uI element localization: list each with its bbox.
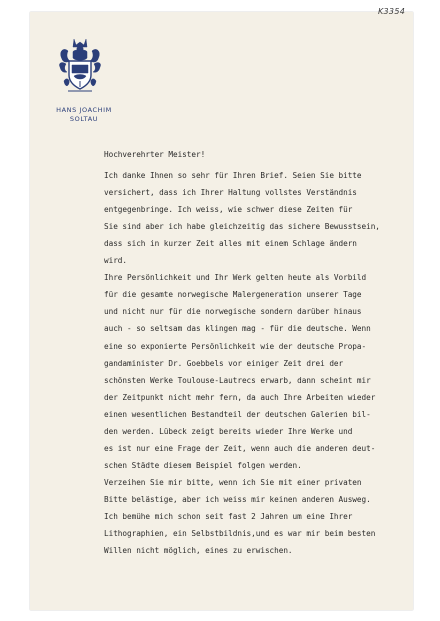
- letter-line: entgegenbringe. Ich weiss, wie schwer diese Zeiten für: [104, 205, 353, 215]
- letter-line: Ich bemühe mich schon seit fast 2 Jahren um eine Ihrer: [104, 511, 353, 521]
- letter-line: eine so exponierte Persönlichkeit wie der deutsche Propa-: [104, 341, 367, 351]
- letter-line: es ist nur eine Frage der Zeit, wenn auch die anderen deut-: [104, 443, 376, 453]
- letter-line: gandaminister Dr. Goebbels vor einiger Zeit drei der: [104, 358, 344, 368]
- letterhead-name-line1: HANS JOACHIM: [56, 106, 112, 114]
- letter-line: schönsten Werke Toulouse-Lautrecs erwarb, dann scheint mir: [104, 375, 371, 385]
- letter-line: Ich danke Ihnen so sehr für Ihren Brief. Seien Sie bitte: [104, 171, 362, 181]
- letter-line: dass sich in kurzer Zeit alles mit einem Schlage ändern: [104, 239, 357, 249]
- letter-line: der Zeitpunkt nicht mehr fern, da auch Ihre Arbeiten wieder: [104, 392, 376, 402]
- letter-line: Willen nicht möglich, eines zu erwischen.: [104, 546, 293, 556]
- letter-line: den werden. Lübeck zeigt bereits wieder Ihre Werke und: [104, 426, 353, 436]
- letter-line: Ihre Persönlichkeit und Ihr Werk gelten heute als Vorbild: [104, 273, 367, 283]
- letter-line: für die gesamte norwegische Malergeneration unserer Tage: [104, 290, 362, 300]
- letterhead-name-line2: SOLTAU: [69, 115, 99, 123]
- letter-body: [104, 146, 404, 559]
- letter-line: einen wesentlichen Bestandteil der deutschen Galerien bil-: [104, 409, 371, 419]
- letter-line: versichert, dass ich Ihrer Haltung vollstes Verständnis: [104, 188, 357, 198]
- letter-salutation: Hochverehrter Meister!: [104, 150, 206, 159]
- archive-number: K3354: [378, 7, 406, 16]
- heraldic-crest-icon: [58, 37, 102, 95]
- letterhead-name: [54, 106, 114, 124]
- letter-line: auch - so seltsam das klingen mag - für die deutsche. Wenn: [104, 324, 371, 334]
- letter-line: Bitte belästige, aber ich weiss mir keinen anderen Ausweg.: [104, 494, 371, 504]
- letter-line: Lithographien, ein Selbstbildnis,und es war mir beim besten: [104, 529, 376, 539]
- letter-line: wird.: [104, 256, 127, 266]
- letter-line: Verzeihen Sie mir bitte, wenn ich Sie mit einer privaten: [104, 477, 362, 487]
- letter-line: schen Städte diesem Beispiel folgen werden.: [104, 460, 302, 470]
- letter-line: und nicht nur für die norwegische sondern darüber hinaus: [104, 307, 362, 317]
- letter-line: Sie sind aber ich habe gleichzeitig das sichere Bewusstsein,: [104, 222, 380, 232]
